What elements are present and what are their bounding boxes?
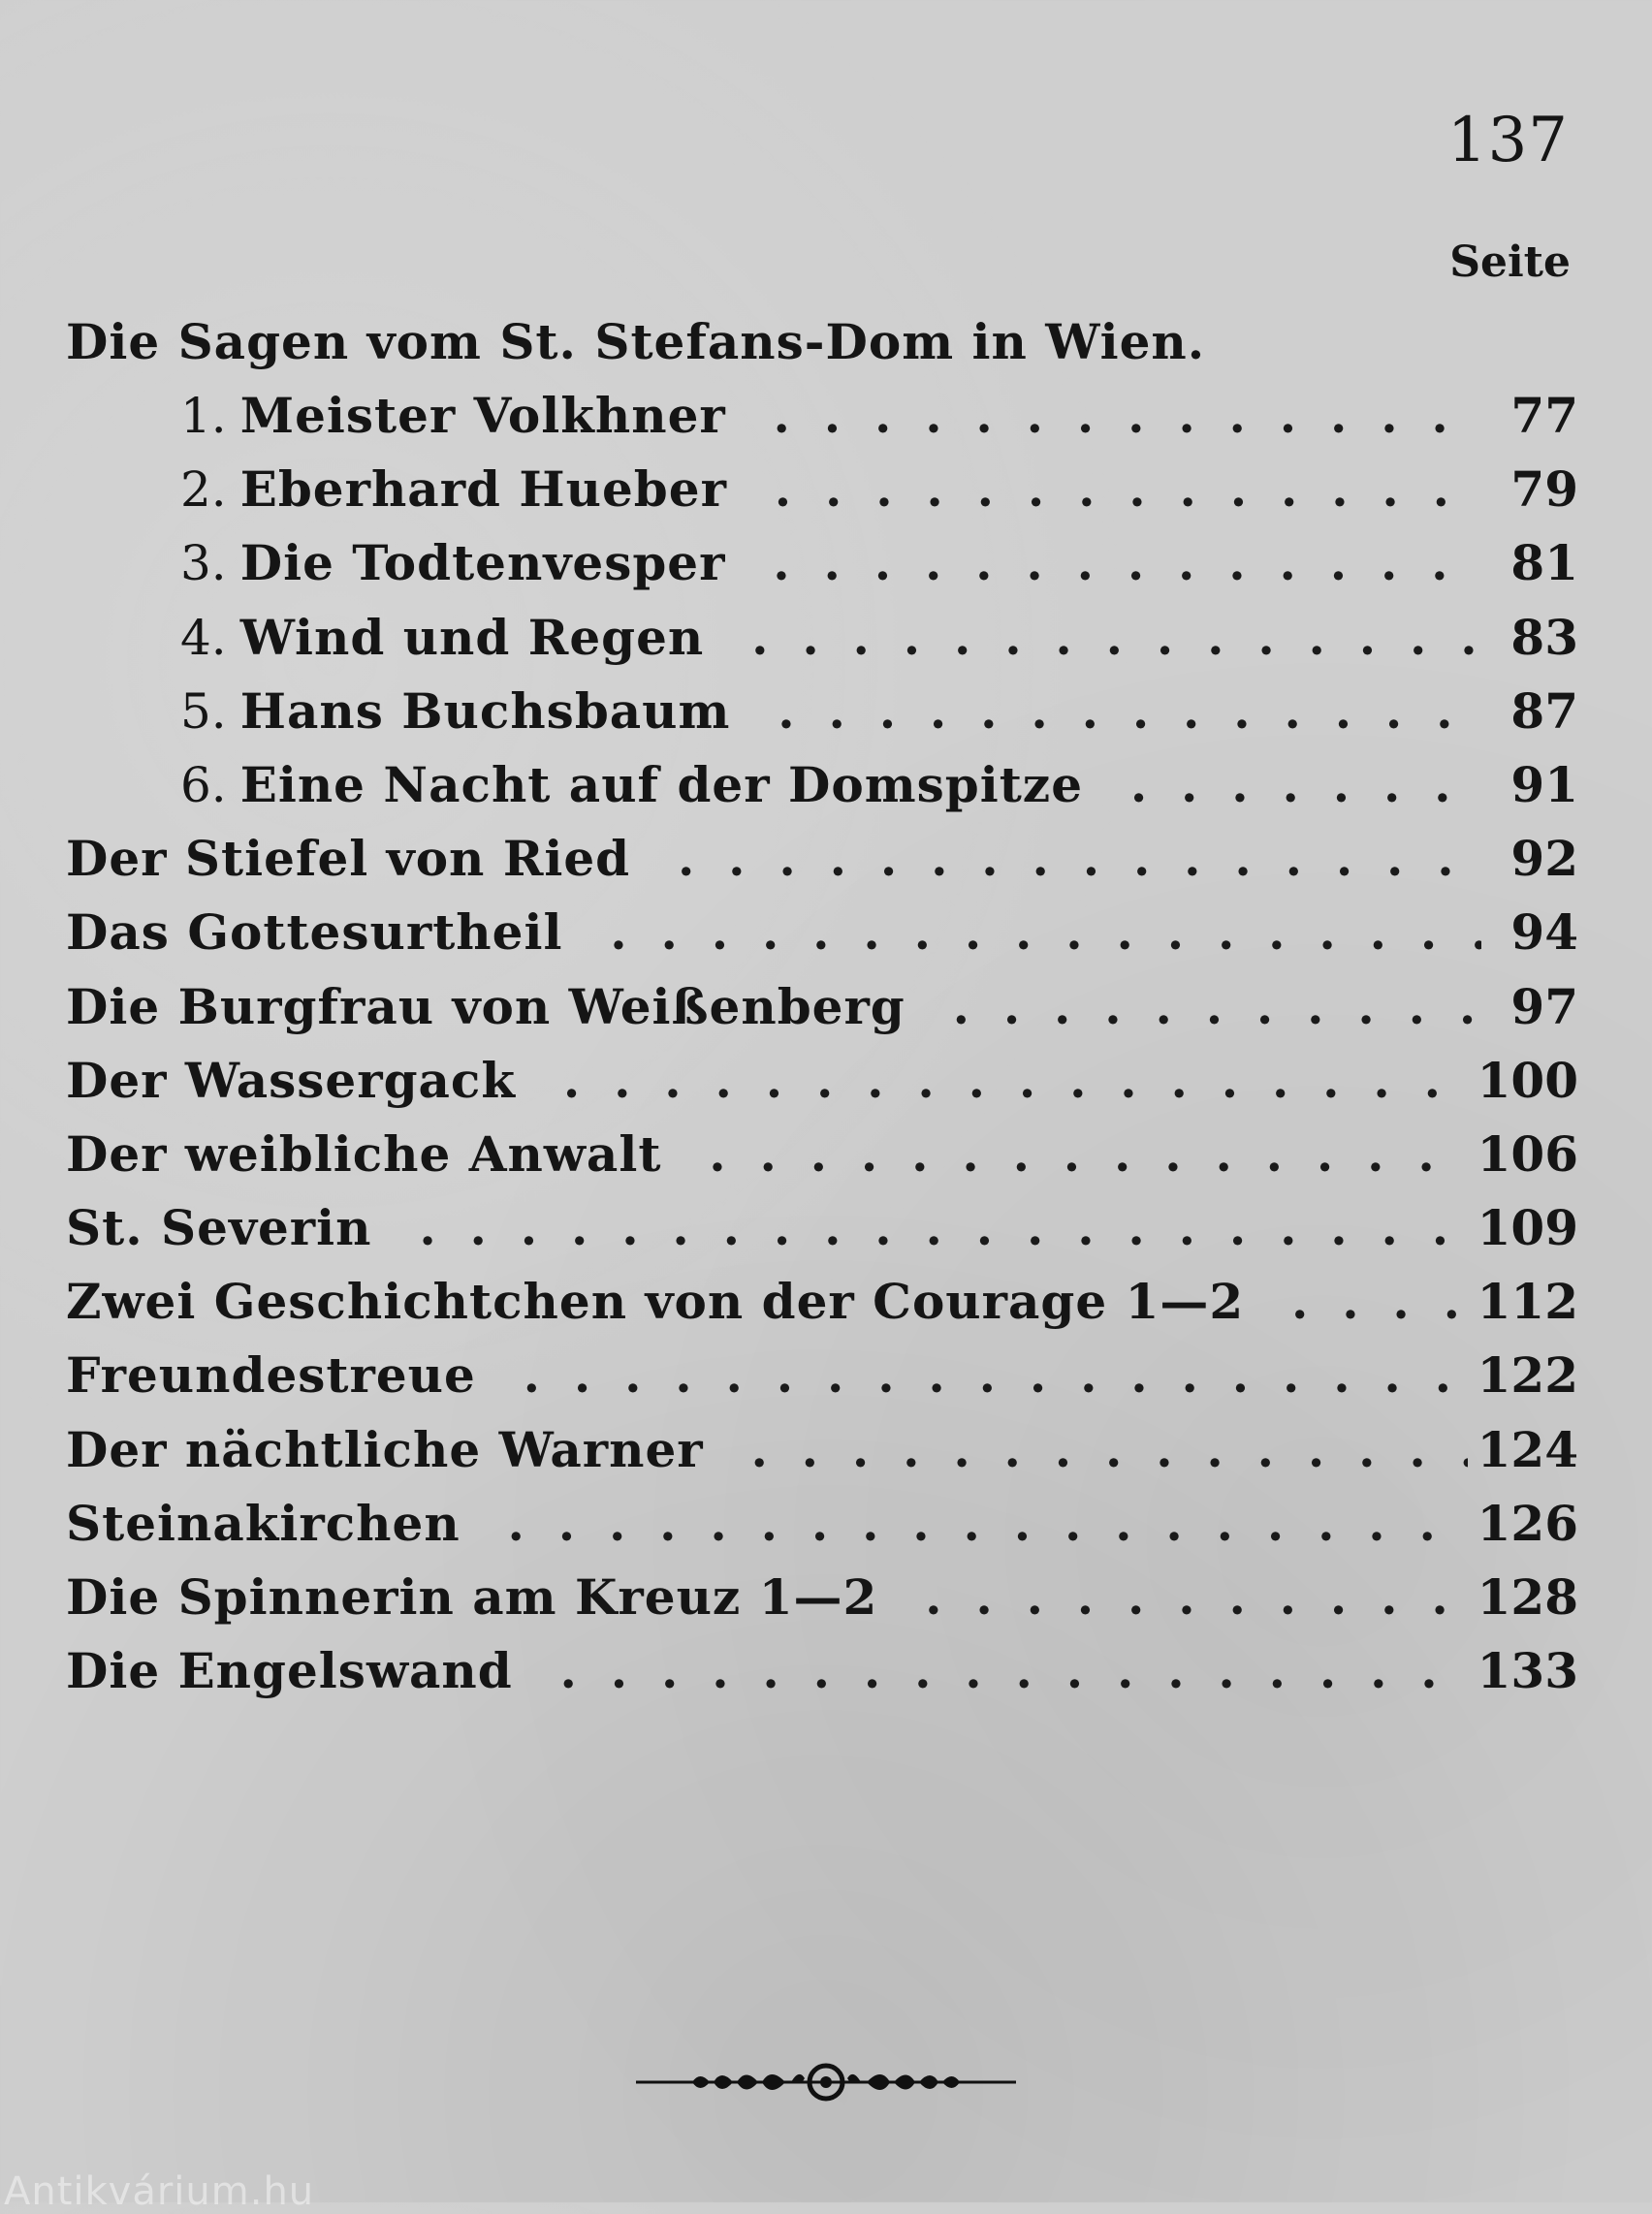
dot-leader: [739, 526, 1481, 600]
dot-leader: [675, 1118, 1467, 1191]
toc-subentry: [66, 675, 1578, 748]
toc-entry: [66, 1413, 1578, 1487]
entry-title: Der nächtliche Warner: [66, 1420, 704, 1478]
entry-page: 106: [1477, 1124, 1578, 1183]
toc-subentry: [66, 748, 1578, 822]
toc-entry: [66, 1044, 1578, 1118]
entry-page: 100: [1477, 1051, 1578, 1109]
toc-entry: [66, 970, 1578, 1044]
dot-leader: [717, 1413, 1468, 1487]
page-column-header: Seite: [1449, 237, 1571, 287]
subentry-number: 4.: [180, 609, 227, 666]
dot-leader: [744, 675, 1481, 748]
dot-leader: [717, 601, 1481, 675]
toc-entry: [66, 1265, 1578, 1339]
entry-page: 124: [1477, 1420, 1578, 1478]
entry-title: Der Wassergack: [66, 1051, 517, 1109]
entry-title: Steinakirchen: [66, 1494, 461, 1552]
toc-entry: [66, 1487, 1578, 1561]
toc-subentry: [66, 379, 1578, 453]
entry-page: 94: [1510, 903, 1578, 962]
subentry-title: Die Todtenvesper: [239, 534, 726, 592]
subentry-page: 87: [1510, 681, 1578, 740]
entry-title: Die Engelswand: [66, 1642, 513, 1700]
entry-title: Die Burgfrau von Weißenberg: [66, 977, 905, 1035]
dot-leader: [891, 1561, 1467, 1634]
toc-entry: [66, 896, 1578, 969]
dot-leader: [490, 1339, 1468, 1412]
entry-page: 128: [1477, 1568, 1578, 1626]
dot-leader: [386, 1191, 1468, 1265]
entry-title: St. Severin: [66, 1199, 372, 1257]
toc-subentry: [66, 526, 1578, 600]
subentry-page: 91: [1510, 755, 1578, 813]
toc-entry: [66, 1561, 1578, 1634]
subentry-page: 81: [1510, 534, 1578, 592]
entry-page: 133: [1477, 1642, 1578, 1700]
dot-leader: [1257, 1265, 1467, 1339]
subentry-title: Eberhard Hueber: [239, 460, 727, 519]
toc-subentry: [66, 453, 1578, 526]
dot-leader: [576, 896, 1481, 969]
dot-leader: [529, 1044, 1468, 1118]
subentry-title: Hans Buchsbaum: [239, 681, 731, 740]
entry-page: 112: [1477, 1273, 1578, 1331]
subentry-page: 83: [1510, 608, 1578, 666]
dot-leader: [1096, 748, 1481, 822]
entry-page: 126: [1477, 1494, 1578, 1552]
entry-title: Das Gottesurtheil: [66, 903, 563, 962]
dot-leader: [474, 1487, 1468, 1561]
ornament-divider-icon: [636, 2055, 1016, 2109]
toc-entry: [66, 1339, 1578, 1412]
entry-title: Die Spinnerin am Kreuz 1—2: [66, 1568, 878, 1626]
dot-leader: [644, 822, 1481, 896]
subentry-title: Meister Volkhner: [239, 387, 726, 444]
subentry-page: 77: [1510, 387, 1578, 444]
subentry-number: 6.: [180, 756, 227, 813]
dot-leader: [919, 970, 1481, 1044]
toc-subentry: [66, 601, 1578, 675]
subentry-number: 2.: [180, 461, 227, 519]
entry-page: 92: [1510, 830, 1578, 888]
watermark: Antikvárium.hu: [4, 2169, 315, 2214]
subentry-title: Wind und Regen: [239, 608, 705, 666]
subentry-title: Eine Nacht auf der Domspitze: [239, 755, 1084, 813]
page-number: 137: [1446, 105, 1569, 176]
subentry-page: 79: [1510, 460, 1578, 519]
entry-page: 109: [1477, 1199, 1578, 1257]
entry-title: Zwei Geschichtchen von der Courage 1—2: [66, 1273, 1245, 1331]
section-title: Die Sagen vom St. Stefans-Dom in Wien.: [66, 313, 1206, 370]
toc-entry: [66, 1118, 1578, 1191]
entry-page: 122: [1477, 1346, 1578, 1405]
entry-title: Der weibliche Anwalt: [66, 1124, 662, 1183]
entry-title: Freundestreue: [66, 1346, 476, 1405]
subentry-number: 3.: [180, 535, 227, 592]
subentry-number: 1.: [180, 388, 227, 444]
table-of-contents: [66, 305, 1578, 1708]
subentry-number: 5.: [180, 682, 227, 740]
dot-leader: [740, 379, 1481, 453]
entry-page: 97: [1510, 977, 1578, 1035]
dot-leader: [526, 1634, 1468, 1708]
entry-title: Der Stiefel von Ried: [66, 830, 631, 888]
dot-leader: [741, 453, 1481, 526]
toc-entry: [66, 1634, 1578, 1708]
toc-entry: [66, 1191, 1578, 1265]
toc-entry: [66, 822, 1578, 896]
